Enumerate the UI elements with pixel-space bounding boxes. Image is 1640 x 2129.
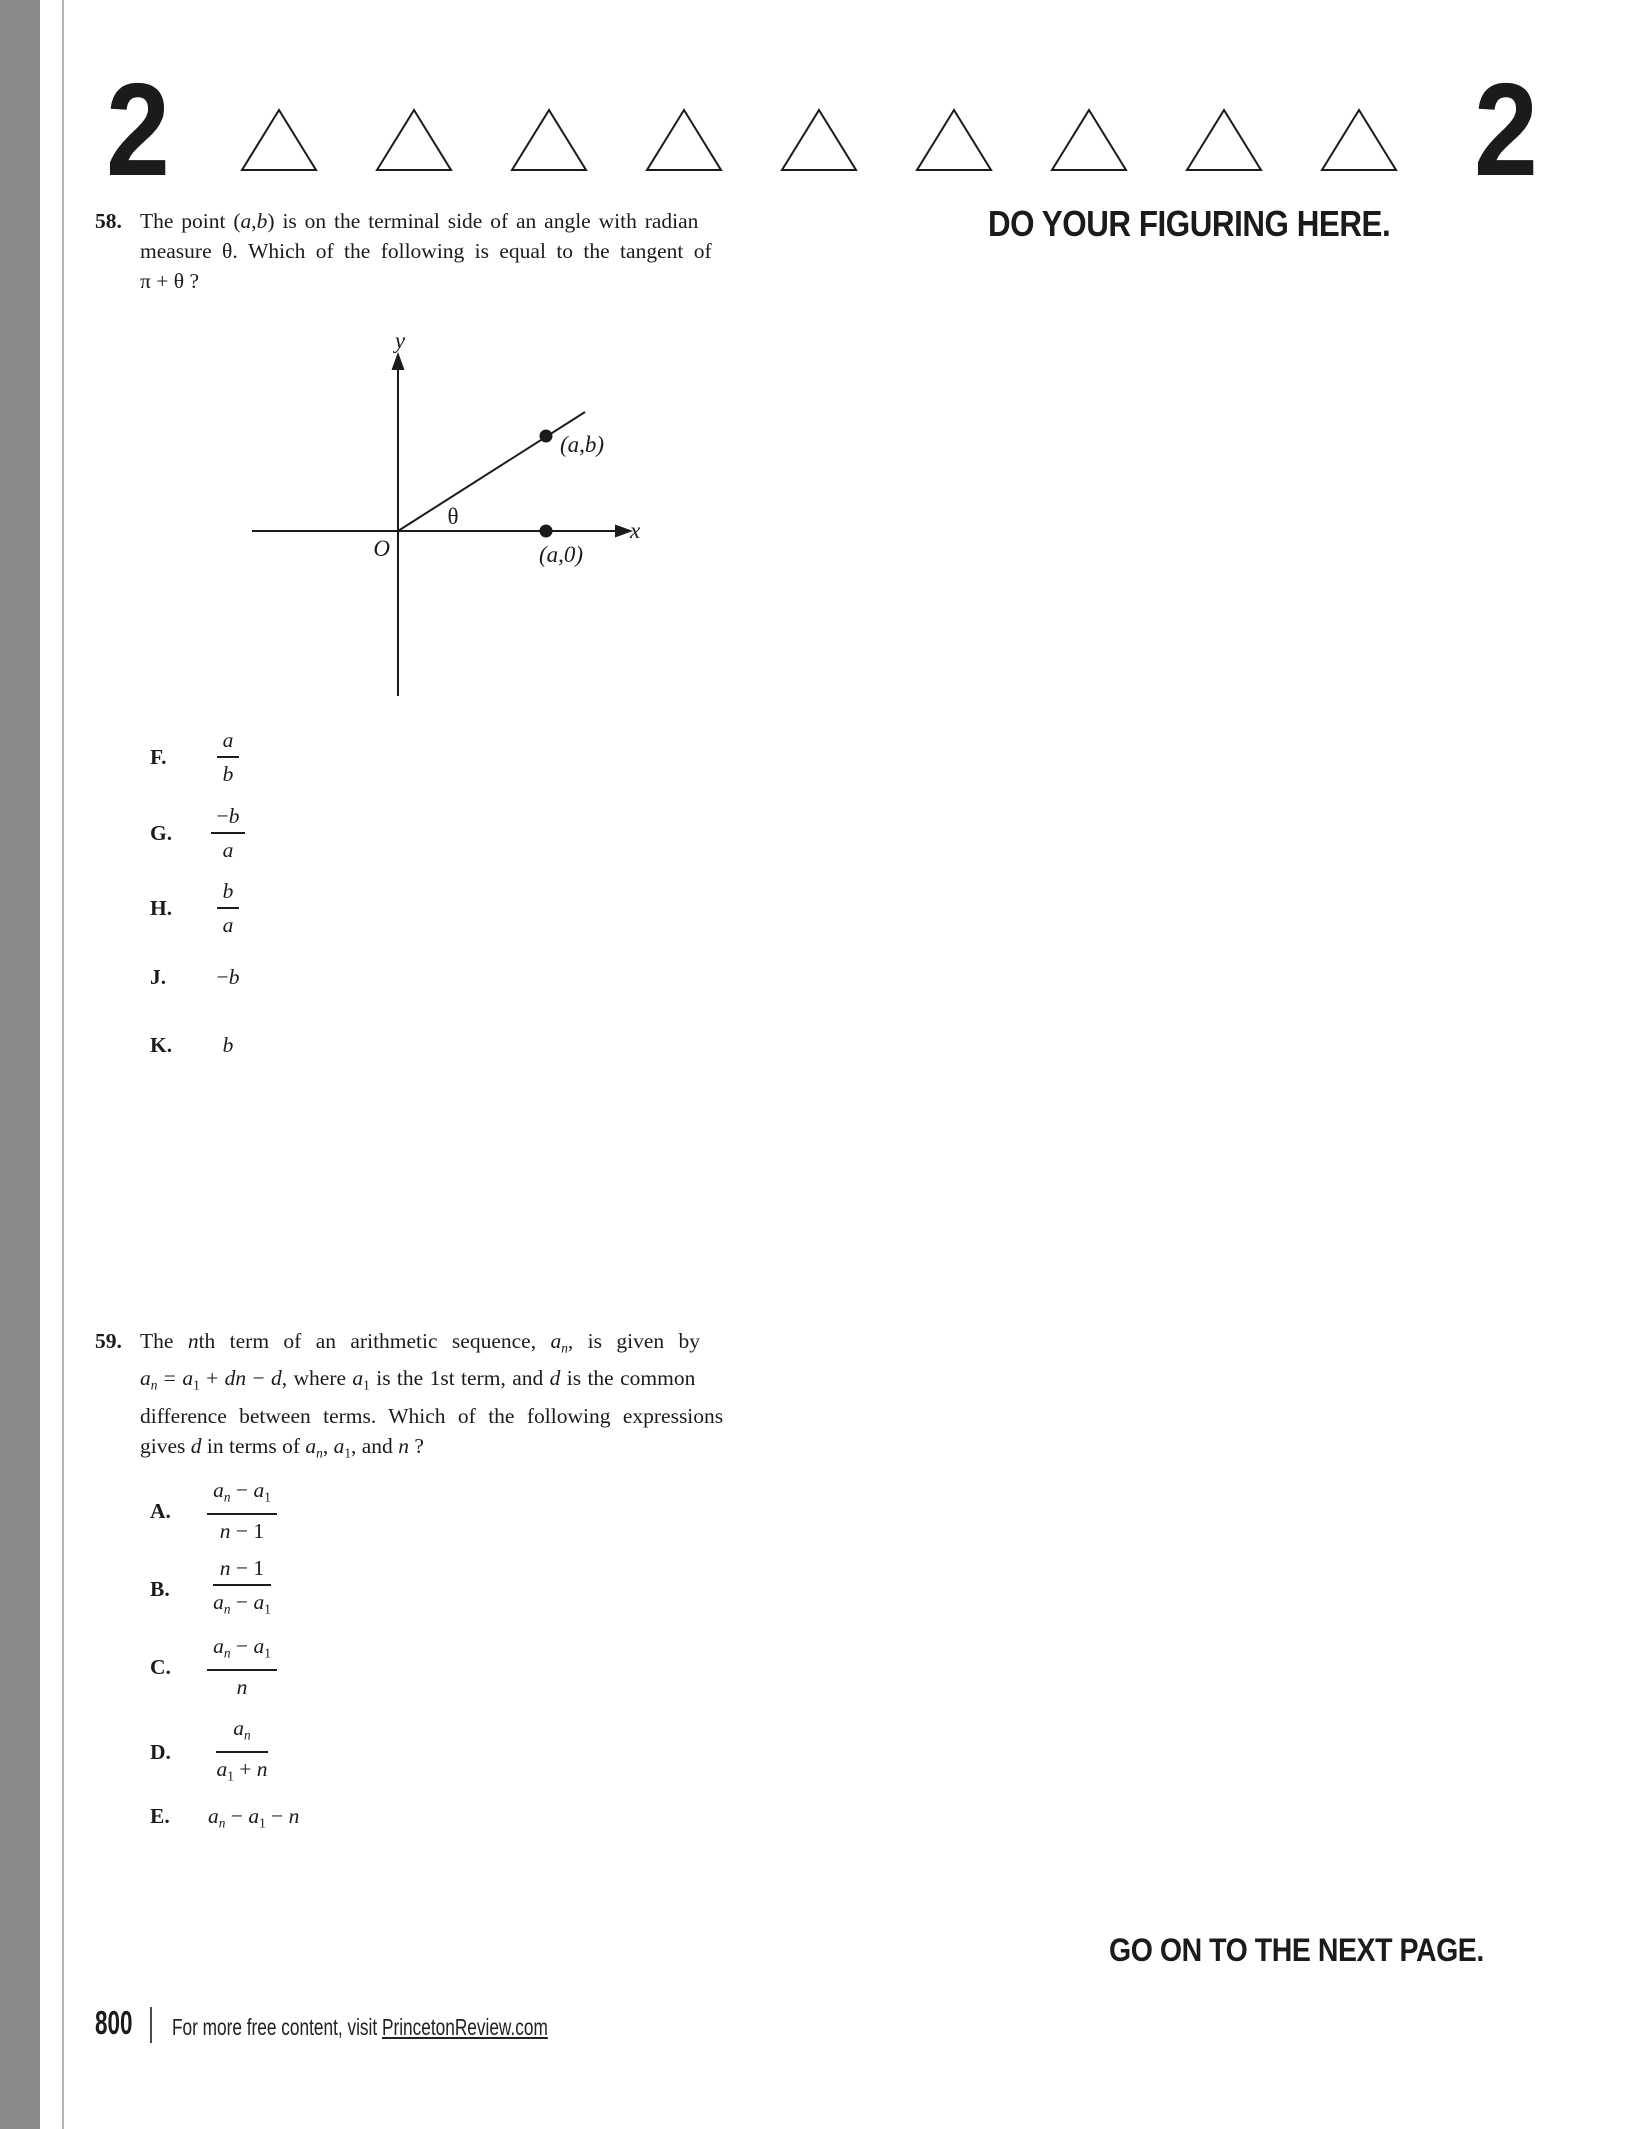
fraction-denominator: an − $a_1$ (213, 1590, 271, 1617)
triangle-icon (510, 108, 588, 172)
answer-choice-F (150, 727, 260, 787)
fraction-numerator: −b (211, 803, 246, 834)
question-line: measure θ. Which of the following is equal to the tangent of (140, 239, 712, 263)
y-axis-label: y (394, 328, 406, 353)
answer-choice-H (150, 878, 260, 938)
fraction (207, 1477, 277, 1544)
q58-coordinate-diagram (180, 240, 650, 710)
point-a0-label: (a,0) (538, 542, 584, 567)
fraction (217, 878, 240, 938)
point-ab-label: (a,b) (560, 432, 605, 457)
question-line: difference between terms. Which of the following expressions (140, 1403, 724, 1428)
triangle-icon (375, 108, 453, 172)
fraction-denominator: a (222, 913, 234, 937)
fraction-denominator: $a_1 + n$ (216, 1757, 268, 1784)
y-axis-arrowhead (392, 352, 405, 370)
fraction-numerator: a (217, 727, 240, 758)
go-on-note: GO ON TO THE NEXT PAGE. (1109, 1932, 1484, 1968)
fraction-numerator: b (217, 878, 240, 909)
answer-choice-B (150, 1555, 288, 1622)
triangle-icon (1050, 108, 1128, 172)
answer-choice-K (150, 1032, 260, 1058)
section-number-left: 2 (106, 56, 169, 203)
answer-choice-C (150, 1633, 288, 1700)
fraction-denominator: n (236, 1675, 248, 1700)
expression: −b (216, 965, 240, 989)
choice-letter: F. (150, 745, 167, 769)
answer-choice-J (150, 964, 260, 990)
choice-value (196, 1715, 288, 1790)
point-a0-dot (540, 525, 553, 538)
question-line: an = $a_1$ + dn − d, where $a_1$ is the 1st term, and d is the common (140, 1366, 696, 1393)
choice-value (196, 964, 260, 990)
question-line: The nth term of an arithmetic sequence, an, is given by (140, 1329, 700, 1356)
fraction-numerator: an − $a_1$ (207, 1633, 277, 1671)
triangle-icon (645, 108, 723, 172)
triangle-icon (915, 108, 993, 172)
angle-theta-label: θ (447, 504, 459, 529)
x-axis-label: x (630, 518, 641, 543)
fraction (213, 1555, 271, 1622)
fraction (207, 1633, 277, 1700)
fraction (211, 803, 246, 863)
choice-value (196, 727, 260, 787)
choice-letter: C. (150, 1654, 171, 1679)
expression: b (222, 1033, 234, 1057)
question-59-number: 59. (95, 1329, 122, 1353)
footer-text-prefix: For more free content, visit (172, 2014, 382, 2040)
page-margin-bar (0, 0, 40, 2129)
choice-letter: B. (150, 1576, 170, 1601)
choice-value (196, 1633, 288, 1700)
choice-letter: E. (150, 1804, 170, 1828)
princeton-review-link[interactable]: PrincetonReview.com (381, 2014, 548, 2040)
answer-choice-G (150, 803, 260, 863)
choice-value (196, 1477, 288, 1544)
answer-choice-A (150, 1477, 288, 1544)
choice-letter: K. (150, 1033, 173, 1057)
choice-value (208, 1803, 299, 1836)
fraction-denominator: n − 1 (219, 1519, 265, 1544)
answer-choice-D (150, 1715, 288, 1790)
choice-value (196, 803, 260, 863)
triangle-icon (780, 108, 858, 172)
choice-letter: G. (150, 821, 173, 845)
question-59-text (140, 1326, 723, 1468)
footer-page-number: 800 (95, 2004, 133, 2041)
fraction-numerator: an − $a_1$ (207, 1477, 277, 1515)
choice-value (196, 878, 260, 938)
triangle-icon (1320, 108, 1398, 172)
fraction-denominator: b (222, 762, 234, 786)
choice-letter: J. (150, 965, 167, 989)
page-edge-line (62, 0, 64, 2129)
section-number-right: 2 (1474, 56, 1537, 203)
choice-letter: H. (150, 896, 173, 920)
choice-value (196, 1555, 288, 1622)
fraction-numerator: an (216, 1715, 267, 1753)
expression: an − $a_1 - n$ (208, 1804, 300, 1831)
origin-label: O (373, 536, 390, 561)
question-line: π + θ ? (140, 269, 199, 293)
choice-letter: A. (150, 1498, 171, 1523)
footer-text (172, 2014, 548, 2042)
fraction (216, 1715, 267, 1790)
fraction-denominator: a (222, 838, 234, 862)
point-ab-dot (540, 430, 553, 443)
triangle-row (240, 108, 1398, 172)
question-58-number: 58. (95, 209, 122, 233)
question-line: The point (a,b) is on the terminal side of an angle with radian (140, 209, 699, 233)
footer-divider (150, 2007, 152, 2043)
choice-value (196, 1032, 260, 1058)
fraction (217, 727, 240, 787)
answer-choice-E (150, 1803, 299, 1836)
choice-letter: D. (150, 1740, 171, 1765)
triangle-icon (1185, 108, 1263, 172)
fraction-numerator: n − 1 (213, 1555, 271, 1586)
terminal-ray-line (398, 412, 585, 531)
question-line: gives d in terms of an, $a_1$, and n ? (140, 1433, 424, 1460)
triangle-icon (240, 108, 318, 172)
figuring-note: DO YOUR FIGURING HERE. (988, 203, 1391, 244)
